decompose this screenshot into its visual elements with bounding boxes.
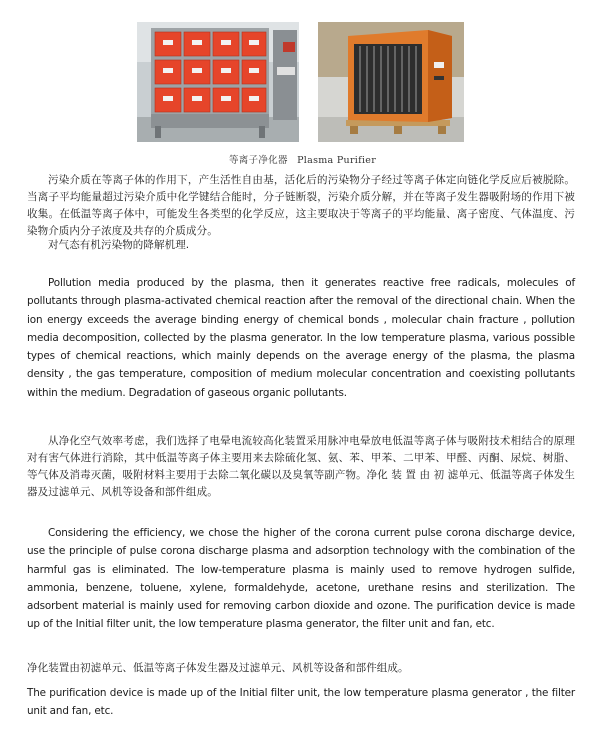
figure-caption — [0, 152, 605, 166]
paragraph-zh-3: 从净化空气效率考虑，我们选择了电晕电流较高化装置采用脉冲电晕放电低温等离子体与吸附技术相结合的原理对有害气体进行消除，其中低温等离子体主要用来去除硫化氢、氨、苯、甲苯、二甲苯、甲醛、丙酮、尿烷、树脂、等气体及消毒灭菌，吸附材料主要用于去除二氧化碳以及臭氧等副产物。净化 装 置 由 初 滤单元、低温等离子体发生器及过滤单元、风机等设备和部件组成。 — [27, 435, 575, 498]
paragraph-zh-1: 污染介质在等离子体的作用下，产生活性自由基，活化后的污染物分子经过等离子体定向链化学反应后被脱除。当离子平均能量超过污染介质中化学键结合能时，分子链断裂，污染介质分解，并在等离子发生器吸附场的作用下被收集。在低温等离子体中，可能发生各类型的化学反应，这主要取决于等离子的平均能量、离子密度、气体温度、污染物介质内分子浓度及共存的介质成分。 — [27, 174, 575, 237]
paragraph-en-3: The purification device is made up of the Initial filter unit, the low temperature plasma generator , the filter unit and fan, etc. — [27, 687, 575, 718]
paragraph-en-1: Pollution media produced by the plasma, then it generates reactive free radicals, molecules of pollutants through plasma-activated chemical reaction after the removal of the directional chain. When the ion energy exceeds the average binding energy of chemical bonds , molecular chain fracture , pollution media decomposition, collected by the plasma generator. In the low temperature plasma, various possible types of chemical reactions, which mainly depends on the average energy of the plasma, the plasma density , the gas temperature, composition of medium molecular concentration and coexisting pollutants within the medium. Degradation of gaseous organic pollutants. — [27, 277, 575, 399]
caption-en: Plasma Purifier — [297, 155, 377, 166]
paragraph-zh-2: 对气态有机污染物的降解机理. — [48, 239, 190, 251]
photo-row — [0, 22, 605, 142]
photo-plasma-purifier-unit — [318, 22, 464, 142]
paragraph-zh-4: 净化装置由初滤单元、低温等离子体发生器及过滤单元、风机等设备和部件组成。 — [27, 662, 409, 674]
paragraph-en-2: Considering the efficiency, we chose the higher of the corona current pulse corona discharge device, use the principle of pulse corona discharge plasma and adsorption technology with the combination of the harmful gas is eliminated. The low-temperature plasma is mainly used to remove hydrogen sulfide, ammonia, benzene, toluene, xylene, formaldehyde, acetone, urethane resins and sterilization. The adsorbent material is mainly used for removing carbon dioxide and ozone. The purification device is made up of the Initial filter unit, the low temperature plasma generator, the filter unit and fan, etc. — [27, 527, 575, 631]
photo-plasma-purifier-cabinet — [137, 22, 299, 142]
caption-zh: 等离子净化器 — [228, 155, 288, 166]
